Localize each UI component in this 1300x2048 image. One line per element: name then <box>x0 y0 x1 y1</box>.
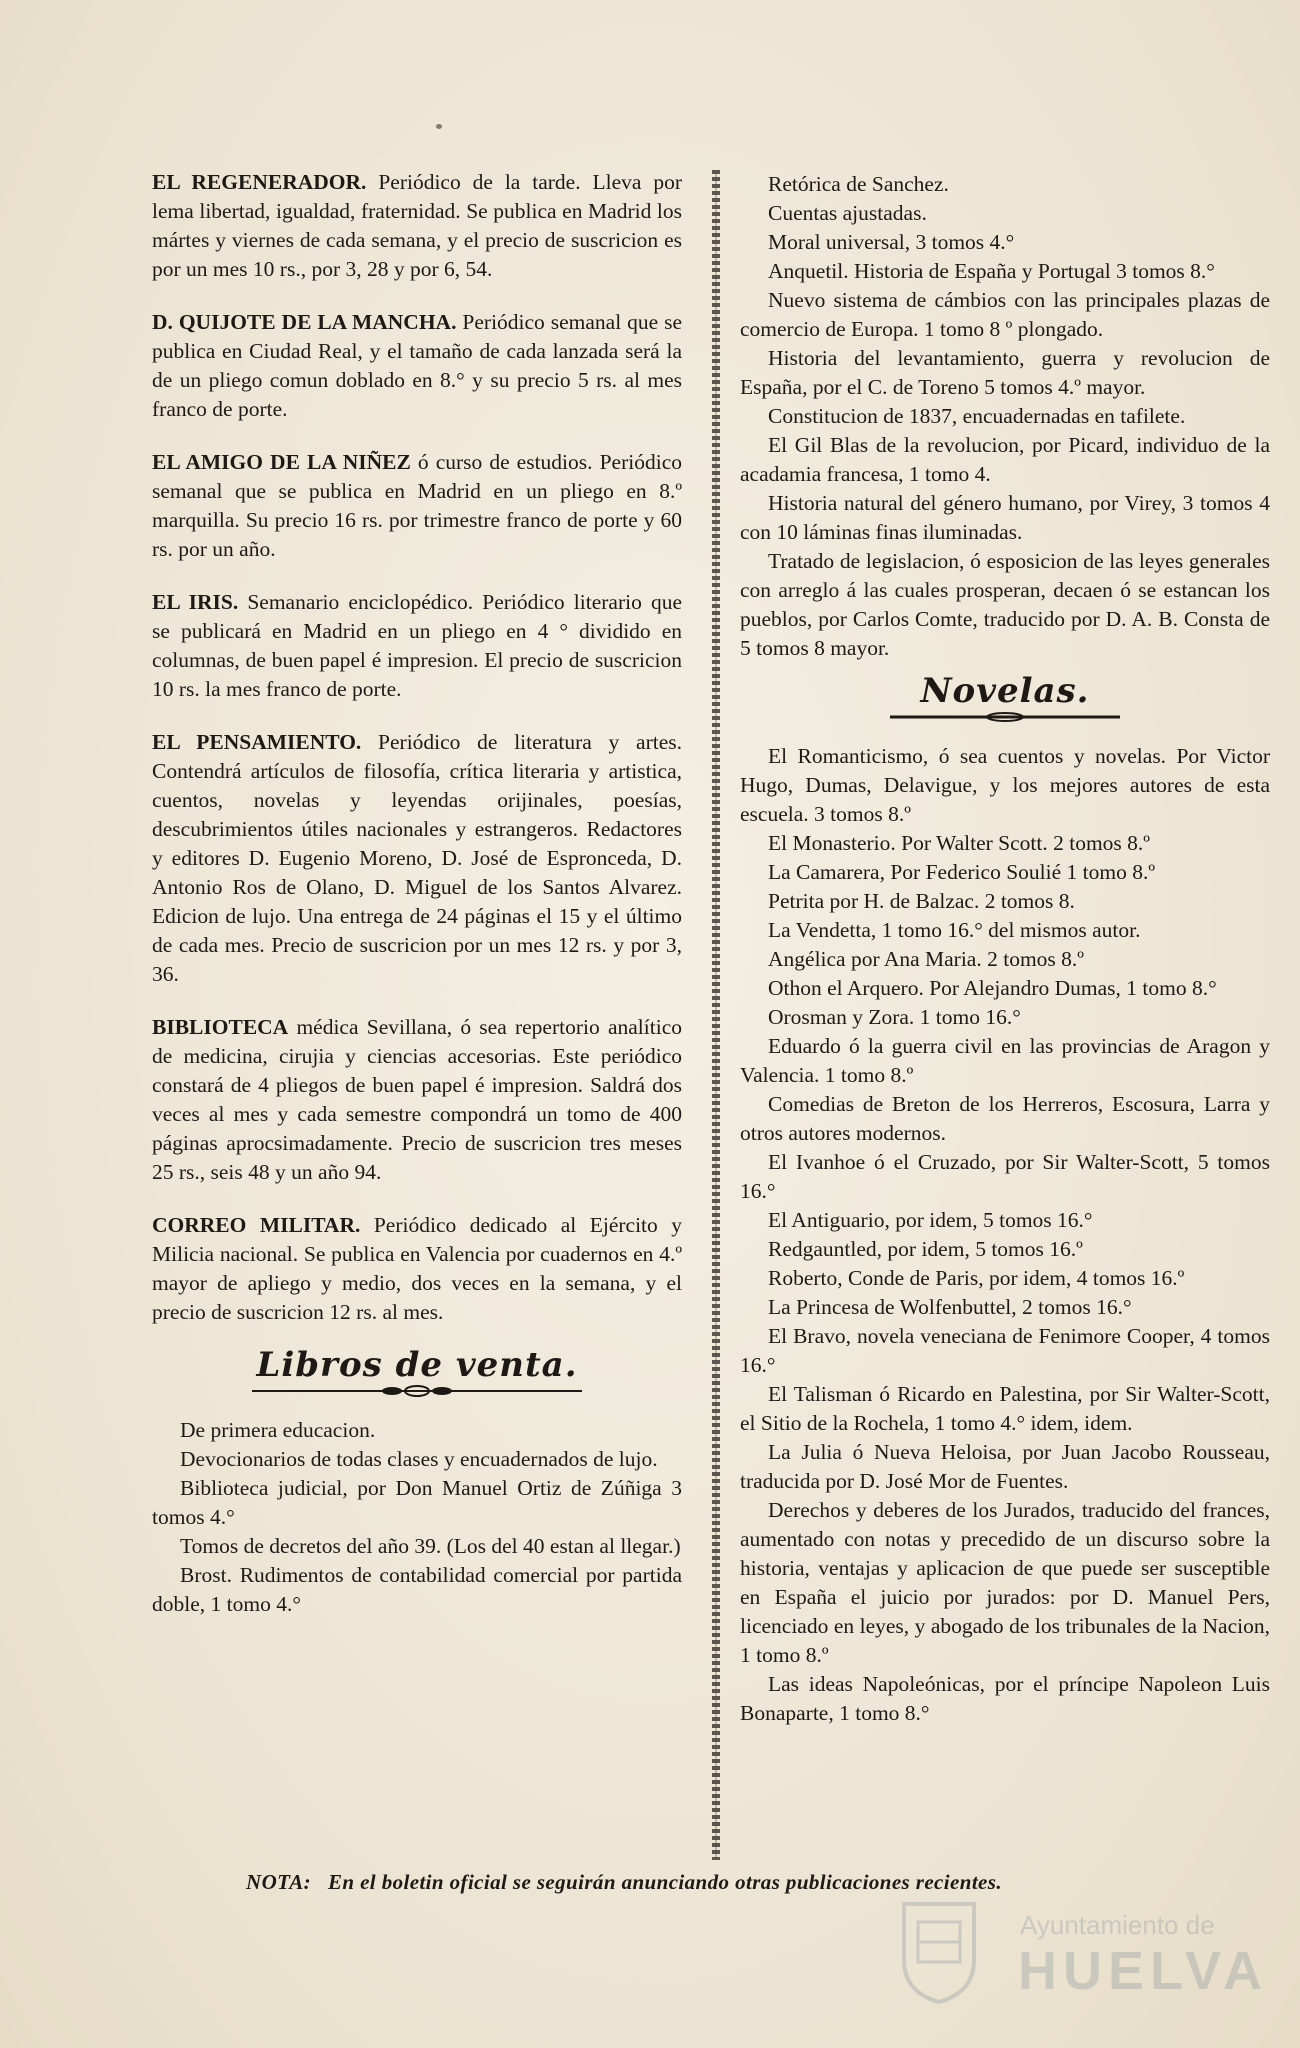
periodical-entry <box>152 1013 682 1187</box>
novel-item: El Ivanhoe ó el Cruzado, por Sir Walter-Scott, 5 tomos 16.° <box>740 1150 1270 1203</box>
periodical-description: ó curso de estudios. Periódico semanal que se publica en Madrid en un pliego en 8.º marquilla. Su precio 16 rs. por trimestre franco de porte y 60 rs. por un año. <box>152 450 682 561</box>
book-item: Brost. Rudimentos de contabilidad comercial por partida doble, 1 tomo 4.° <box>152 1563 682 1616</box>
periodical-title: D. QUIJOTE DE LA MANCHA. <box>152 310 457 334</box>
left-column <box>152 168 682 1619</box>
novel-item: Roberto, Conde de Paris, por idem, 4 tomos 16.º <box>768 1266 1185 1290</box>
column-divider <box>712 170 720 1860</box>
ink-speck <box>436 124 442 129</box>
periodical-title: EL AMIGO DE LA NIÑEZ <box>152 450 411 474</box>
book-item: Historia del levantamiento, guerra y revolucion de España, por el C. de Toreno 5 tomos 4.º mayor. <box>740 346 1270 399</box>
periodical-description: Periódico de literatura y artes. Contendrá artículos de filosofía, crítica literaria y artistica, cuentos, novelas y leyendas orijinales, poesías, descubrimientos útiles nacionales y estrangeros. Redactores y editores D. Eugenio Moreno, D. José de Espronceda, D. Antonio Ros de Olano, D. Miguel de los Santos Alvarez. Edicion de lujo. Una entrega de 24 páginas el 15 y el último de cada mes. Precio de suscricion por un mes 12 rs. y por 3, 36. <box>152 730 682 986</box>
novel-item: El Bravo, novela veneciana de Fenimore Cooper, 4 tomos 16.° <box>740 1324 1270 1377</box>
book-item: De primera educacion. <box>180 1418 376 1442</box>
novel-item: El Talisman ó Ricardo en Palestina, por Sir Walter-Scott, el Sitio de la Rochela, 1 tomo 4.° idem, idem. <box>740 1382 1270 1435</box>
book-item: El Gil Blas de la revolucion, por Picard, individuo de la acadamia francesa, 1 tomo 4. <box>740 433 1270 486</box>
watermark-line2: HUELVA <box>1018 1941 1268 2001</box>
periodical-title: EL IRIS. <box>152 590 239 614</box>
novel-item: El Antiguario, por idem, 5 tomos 16.° <box>768 1208 1093 1232</box>
periodical-description: Periódico semanal que se publica en Ciudad Real, y el tamaño de cada lanzada será la de un pliego comun doblado en 8.° y su precio 5 rs. al mes franco de porte. <box>152 310 683 421</box>
nota-text: En el boletin oficial se seguirán anunciando otras publicaciones recientes. <box>327 1870 1002 1894</box>
novel-item: Las ideas Napoleónicas, por el príncipe Napoleon Luis Bonaparte, 1 tomo 8.° <box>740 1672 1270 1725</box>
novel-item: Angélica por Ana Maria. 2 tomos 8.º <box>768 947 1084 971</box>
novel-item: La Princesa de Wolfenbuttel, 2 tomos 16.° <box>768 1295 1132 1319</box>
periodical-description: Periódico de la tarde. Lleva por lema libertad, igualdad, fraternidad. Se publica en Madrid los mártes y viernes de cada semana, y el precio de suscricion es por un mes 10 rs., por 3, 28 y por 6, 54. <box>152 170 682 281</box>
watermark-line1: Ayuntamiento de <box>1020 1910 1215 1940</box>
book-item: Anquetil. Historia de España y Portugal 3 tomos 8.° <box>768 259 1215 283</box>
novel-item: Comedias de Breton de los Herreros, Escosura, Larra y otros autores modernos. <box>740 1092 1270 1145</box>
novel-item: El Monasterio. Por Walter Scott. 2 tomos 8.º <box>768 831 1150 855</box>
book-item: Constitucion de 1837, encuadernadas en tafilete. <box>768 404 1186 428</box>
book-item: Biblioteca judicial, por Don Manuel Ortiz de Zúñiga 3 tomos 4.° <box>152 1476 682 1529</box>
novel-item: Petrita por H. de Balzac. 2 tomos 8. <box>768 889 1075 913</box>
periodical-title: EL PENSAMIENTO. <box>152 730 362 754</box>
book-item: Tratado de legislacion, ó esposicion de las leyes generales con arreglo á las cuales prosperan, decaen ó se estancan los pueblos, por Carlos Comte, traducido por D. A. B. Consta de 5 tomos 8 mayor. <box>740 549 1270 660</box>
periodical-title: BIBLIOTECA <box>152 1015 289 1039</box>
periodical-description: Semanario enciclopédico. Periódico literario que se publicará en Madrid en un pliego en 4 ° dividido en columnas, de buen papel é impresion. El precio de suscricion 10 rs. la mes franco de porte. <box>152 590 682 701</box>
archive-watermark <box>900 1900 1268 2010</box>
section-title-novelas: Novelas. <box>920 671 1090 711</box>
novel-item: Othon el Arquero. Por Alejandro Dumas, 1 tomo 8.° <box>768 976 1217 1000</box>
periodical-entry <box>152 588 682 704</box>
novel-item: El Romanticismo, ó sea cuentos y novelas. Por Victor Hugo, Dumas, Delavigue, y los mejores autores de esta escuela. 3 tomos 8.º <box>740 744 1270 826</box>
periodical-title: CORREO MILITAR. <box>152 1213 361 1237</box>
novel-item: La Vendetta, 1 tomo 16.° del mismos autor. <box>768 918 1141 942</box>
periodical-entry <box>152 728 682 989</box>
periodical-title: EL REGENERADOR. <box>152 170 367 194</box>
section-title-libros: Libros de venta. <box>256 1345 578 1385</box>
periodical-entry <box>152 448 682 564</box>
book-item: Historia natural del género humano, por Virey, 3 tomos 4 con 10 láminas finas iluminadas. <box>740 491 1270 544</box>
book-item: Devocionarios de todas clases y encuadernados de lujo. <box>180 1447 658 1471</box>
periodical-description: Periódico dedicado al Ejército y Milicia nacional. Se publica en Valencia por cuadernos en 4.º mayor de apliego y medio, dos veces en la semana, y el precio de suscricion 12 rs. al mes. <box>152 1213 682 1324</box>
coat-of-arms-icon <box>900 1900 978 2004</box>
ornament-divider <box>890 710 1120 724</box>
book-item: Cuentas ajustadas. <box>768 201 927 225</box>
book-item: Moral universal, 3 tomos 4.° <box>768 230 1015 254</box>
novel-item: La Julia ó Nueva Heloisa, por Juan Jacobo Rousseau, traducida por D. José Mor de Fuentes. <box>740 1440 1270 1493</box>
book-item: Retórica de Sanchez. <box>768 172 949 196</box>
periodical-entry <box>152 308 682 424</box>
right-column <box>740 170 1270 1728</box>
novel-item: Redgauntled, por idem, 5 tomos 16.º <box>768 1237 1083 1261</box>
book-item: Nuevo sistema de cámbios con las principales plazas de comercio de Europa. 1 tomo 8 º plongado. <box>740 288 1270 341</box>
nota-label: NOTA: <box>246 1870 311 1894</box>
novel-item: La Camarera, Por Federico Soulié 1 tomo 8.º <box>768 860 1155 884</box>
periodical-description: médica Sevillana, ó sea repertorio analítico de medicina, cirujia y ciencias accesorias. Este periódico constará de 4 pliegos de buen papel é impresion. Saldrá dos veces al mes y cada semestre compondrá un tomo de 400 páginas aprocsimadamente. Precio de suscricion tres meses 25 rs., seis 48 y un año 94. <box>152 1015 682 1184</box>
novel-item: Eduardo ó la guerra civil en las provincias de Aragon y Valencia. 1 tomo 8.º <box>740 1034 1270 1087</box>
novel-item: Derechos y deberes de los Jurados, traducido del frances, aumentado con notas y precedido de un discurso sobre la historia, ventajas y aplicacion de que puede ser susceptible en España el juicio por jurados: por D. Manuel Pers, licenciado en leyes, y abogado de los tribunales de la Nacion, 1 tomo 8.º <box>740 1498 1270 1667</box>
periodical-entry <box>152 1211 682 1327</box>
novel-item: Orosman y Zora. 1 tomo 16.° <box>768 1005 1021 1029</box>
ornament-divider <box>252 1384 582 1398</box>
book-item: Tomos de decretos del año 39. (Los del 40 estan al llegar.) <box>180 1534 681 1558</box>
periodical-entry <box>152 168 682 284</box>
nota-footer <box>246 1870 1146 1895</box>
